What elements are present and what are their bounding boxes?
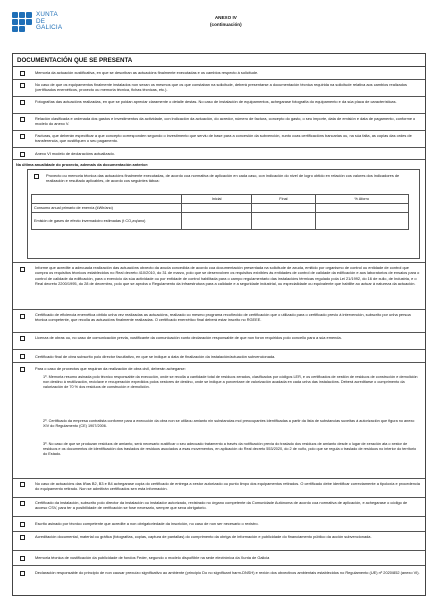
doc-item-memoria <box>13 67 425 80</box>
waste-note-1: 1º. Memoria resumo asinada polo técnico responsable da execución, onde se recolla a cantidade total de residuos xerados, clasificados por códigos LER, e os certificados de xestión de residuos de construción e demolición non destino á reutilización, reciclaxe e recuperación expedidos polos xestores de destino, onde se indique a porcentaxe de valorización acadada en cada unha das instalacións. Deberá acreditarse o cumprimento da valorización de 70 % dos residuos de construción e demolición. <box>43 375 418 390</box>
indicator-row-label: Consumo anual primario de enerxía (kWh/ano) <box>32 204 182 213</box>
doc-checkbox[interactable] <box>20 314 25 319</box>
doc-checkbox[interactable] <box>20 117 25 122</box>
last-annuality-label: Na última anualidade do proxecto, ademais da documentación anterior: <box>16 162 149 167</box>
indicator-initial-input[interactable] <box>182 204 252 213</box>
indicator-header-saving: % Aforro <box>315 195 408 204</box>
doc-item-text: Memoria técnica de xustificación da publicidade de fondos Feder, segundo o modelo dispoñible na sede electrónica da Xunta de Galicia <box>35 555 270 560</box>
section-title: DOCUMENTACIÓN QUE SE PRESENTA <box>13 54 425 67</box>
waste-note-3: 3º. No caso de que se produzan residuos de amianto, será necesario xustificar o seu adecuado tratamento a través da notificación previa do traslado dos residuos de amianto desde o lugar de xeración ata o xestor de residuos e os documentos de identificación dos traslados de residuos asociados a esas movementos, en aplicación do Real decreto 553/2020, do 2 de xuño, polo que se regula o traslado de residuos no interior do territorio do Estado. <box>43 442 417 457</box>
doc-checkbox[interactable] <box>20 522 25 527</box>
doc-item-relacion-gastos <box>13 114 425 131</box>
doc-item-text: Anexo VI modelo de declaracións actualizado. <box>35 151 115 156</box>
documentation-section <box>12 53 426 596</box>
project-memory-text: Proxecto ou memoria técnica das actuacións finalmente executadas, de acordo coa normativa de aplicación en cada caso, con indicación do nivel de logro obtido en relación cos valores dos indicadores de realización e resultado aplicables, de acordo cos seguintes táboa: <box>46 173 400 184</box>
doc-checkbox[interactable] <box>20 100 25 105</box>
doc-item-text: Certificado final de obra subscrito polo director facultativo, en que se indique a data de finalización da instalación/actuación subvencionada. <box>35 353 276 359</box>
annex-continuation: (continuación) <box>210 22 242 27</box>
doc-item-text: Informe que acredite a adecuada realización das actuacións obxecto da axuda concedida de acordo coa documentación presentada na solicitude de axuda, emitido por organismo de control ou entidade de control que cumpra os requisitos técnicos establecidos no Real decreto 410/2010, do 31 de marzo, polo que se desenvolven os requisitos exixibles ás entidades de control de calidade da edificación e aos laboratorios de ensaios para o control de calidade da edificación, para o exercicio da súa actividade ou por entidade de control habilitada para o campo regulamentario das instalacións térmicas regulado pola Lei 21/1992, do 16 de xullo, de Industria, e o Real decreto 2200/1995, do 28 de decembro, polo que se aproba o Regulamento da infraestrutura para a calidade e a seguridade industrial, ou especialidade ou equivalente que habilite ao actuar á natureza da actuación. <box>35 265 420 286</box>
doc-item-text: Certificado da instalación, subscrito polo director da instalación ou instalador autorizado, rexistrado no órgano competente da Comunidade Autónoma de acordo coa normativa de aplicación, e achegarase o código de acceso CSV, para ter a posibilidade de verificación se fose necesario, sempre que sexa obrigatorio. <box>35 500 408 511</box>
indicator-table-header <box>32 195 409 204</box>
waste-note-2: 2º. Certificado da empresa contratista conforme para a execución da obra non se utilizou amianto nin substancias moi preocupantes identificadas a partir da lista de substancias suxeitas á autorización que figura no anexo XIV do Regulamento (CE) 1907/2006. <box>43 419 415 429</box>
indicator-header-cell <box>32 195 182 204</box>
indicator-saving-input[interactable] <box>315 213 408 230</box>
waste-intro-text: Para o caso de proxectos que requiran da realización de obra civil, deberán achegarse: <box>35 366 186 371</box>
project-memory-box <box>27 169 420 259</box>
indicator-initial-input[interactable] <box>182 213 252 230</box>
indicator-table <box>31 194 409 230</box>
doc-checkbox[interactable] <box>34 174 39 179</box>
doc-item-text: Escrito asinado por técnico competente que acredite a non obrigatoriedade da inscrición, no caso de non ser necesario o rexistro. <box>35 521 259 526</box>
doc-checkbox[interactable] <box>20 267 25 272</box>
doc-item-text: Certificado de eficiencia enerxética obtido unha vez realizadas as actuacións, realizado co mesmo programa recoñecido de certificación que o utilizado para o certificado previo á intervención, subscrito por unha persoa técnica competente, que recolla as actuacións finalmente realizadas. O certificado enerxético final deberá estar inscrito no RGEEE. <box>35 312 411 323</box>
doc-checkbox[interactable] <box>20 367 25 372</box>
doc-item-text: Fotografías das actuacións realizadas, en que se poidan apreciar claramente o detalle destas. No caso de instalación de equipamentos, achegarase fotografía do equipamento e da súa placa de características. <box>35 99 397 104</box>
doc-item-dnsh-declaration <box>13 566 425 596</box>
doc-checkbox[interactable] <box>20 134 25 139</box>
indicator-final-input[interactable] <box>252 213 315 230</box>
annex-header <box>210 14 242 28</box>
doc-item-text: Licenza de obras ou, no caso de comunicación previa, xustificante da comunicación xunto declaración responsable de que non foron requiridos polo concello para a súa emenda. <box>35 335 342 340</box>
doc-item-works-licence <box>13 333 425 350</box>
doc-item-control-report <box>13 263 425 310</box>
doc-item-text: Relación clasificada e ordenada dos gastos e investimentos da actividade, con indicación da actuación, do acredor, número de factura, concepto do gasto, o seu importe, data de emisión e data de pagamento, conforme o modelo do anexo V. <box>35 116 416 127</box>
logo-wordmark <box>36 12 62 32</box>
doc-item-fotografias <box>13 97 425 114</box>
indicator-header-initial: Inicial <box>182 195 252 204</box>
doc-item-text: Memoria da actuación xustificativa, en que se describan as actuacións finalmente executadas e os cambios respecto á solicitude. <box>35 70 259 75</box>
doc-item-text: No caso de que os equipamentos finalmente instalados non sexan os mesmos que os que constaban na solicitude, deberá presentarse a documentación técnica requirida na solicitude relativa aos cambios realizados (certificados enerxéticos, proxecto ou memoria técnica, fichas técnicas, etc.). <box>35 82 407 93</box>
doc-checkbox[interactable] <box>20 152 25 157</box>
doc-item-final-certificate <box>13 350 425 363</box>
doc-item-technician-letter <box>13 517 425 532</box>
doc-item-text: Facturas, que deberán especificar a que concepto corresponden segundo o investimento que serviu de base para a concesión da subvención, xunto coas certificacións bancarias ou, na súa falta, as copias das ordes de transferencia, que xustifiquen o seu pagamento. <box>35 133 412 144</box>
doc-item-text: Declaración responsable do principio de non causar prexuízo significativo ao ambiente (principio Do no significant harm-DNSH) e rexión dos obxectivos ambientais establecidos no Regulamento (UE) nº 2020/852 (anexo VI). <box>35 570 420 575</box>
last-annuality-block <box>13 160 425 263</box>
doc-item-facturas <box>13 131 425 148</box>
doc-item-feder-memory <box>13 551 425 566</box>
waste-block <box>13 363 425 479</box>
indicator-row-energy <box>32 204 409 213</box>
logo-line-1: XUNTA <box>36 11 58 18</box>
xunta-emblem-icon <box>12 12 32 34</box>
doc-item-publicity-proof <box>13 532 425 551</box>
doc-checkbox[interactable] <box>20 571 25 576</box>
doc-checkbox[interactable] <box>20 83 25 88</box>
doc-item-recycling-certificate <box>13 479 425 498</box>
doc-checkbox[interactable] <box>20 556 25 561</box>
xunta-logo <box>12 12 62 34</box>
annex-title: ANEXO IV <box>214 15 237 20</box>
doc-checkbox[interactable] <box>20 535 25 540</box>
doc-checkbox[interactable] <box>20 354 25 359</box>
doc-item-text: No caso de actuacións das liñas B2, B3 e B4 achegarase copia do certificado de entrega a xestor autorizado ou punto limpo dos equipamentos retirados. O certificado debe identificar correctamente a tipoloxía e procedencia do equipamento retirado. Non se admitirán certificados sen esta información. <box>35 481 420 492</box>
indicator-row-label: Emisión de gases de efecto invernadoiro estimadas (t CO₂eq/ano) <box>32 213 182 230</box>
logo-line-2: DE <box>36 17 46 25</box>
doc-checkbox[interactable] <box>20 501 25 506</box>
doc-checkbox[interactable] <box>20 336 25 341</box>
indicator-row-emissions <box>32 213 409 230</box>
indicator-final-input[interactable] <box>252 204 315 213</box>
doc-item-text: Acreditación documental, material ou gráfica (fotografías, copias, captura de pantallas) do cumprimento da obriga de información e publicidade do financiamento público da acción subvencionada. <box>35 534 372 539</box>
doc-item-anexo-vi <box>13 148 425 160</box>
doc-item-energy-certificate <box>13 310 425 333</box>
indicator-saving-input[interactable] <box>315 204 408 213</box>
doc-checkbox[interactable] <box>20 71 25 76</box>
logo-line-3: GALICIA <box>36 24 63 32</box>
doc-item-equipamentos <box>13 80 425 97</box>
doc-checkbox[interactable] <box>20 482 25 487</box>
indicator-header-final: Final <box>252 195 315 204</box>
doc-item-installation-certificate <box>13 498 425 517</box>
